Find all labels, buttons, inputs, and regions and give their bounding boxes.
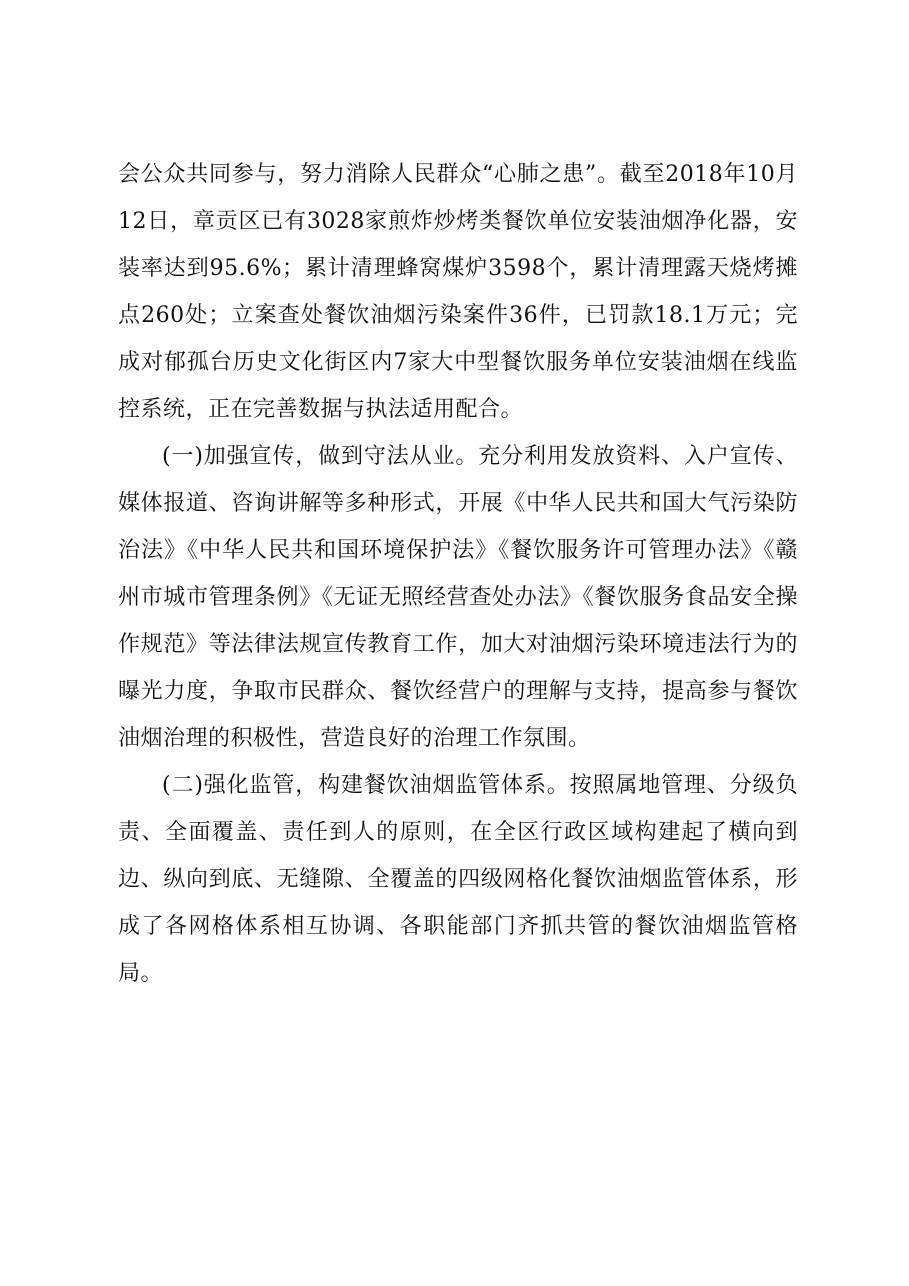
paragraph-continuation: 会公众共同参与，努力消除人民群众“心肺之患”。截至2018年10月12日，章贡区已有3028家煎炸炒烤类餐饮单位安装油烟净化器，安装率达到95.6%；累计清理蜂窝煤炉3598个，累计清理露天烧烤摊点260处；立案查处餐饮油烟污染案件36件，已罚款18.1万元；完成对郁孤台历史文化街区内7家大中型餐饮服务单位安装油烟在线监控系统，正在完善数据与执法适用配合。 (118, 162, 798, 422)
document-body (118, 151, 798, 997)
paragraph-supervision: (二)强化监管，构建餐饮油烟监管体系。按照属地管理、分级负责、全面覆盖、责任到人的原则，在全区行政区域构建起了横向到边、纵向到底、无缝隙、全覆盖的四级网格化餐饮油烟监管体系，形成了各网格体系相互协调、各职能部门齐抓共管的餐饮油烟监管格局。 (118, 773, 798, 986)
paragraph-publicity: (一)加强宣传，做到守法从业。充分利用发放资料、入户宣传、媒体报道、咨询讲解等多种形式，开展《中华人民共和国大气污染防治法》《中华人民共和国环境保护法》《餐饮服务许可管理办法》《赣州市城市管理条例》《无证无照经营查处办法》《餐饮服务食品安全操作规范》等法律法规宣传教育工作，加大对油烟污染环境违法行为的曝光力度，争取市民群众、餐饮经营户的理解与支持，提高参与餐饮油烟治理的积极性，营造良好的治理工作氛围。 (118, 444, 798, 751)
